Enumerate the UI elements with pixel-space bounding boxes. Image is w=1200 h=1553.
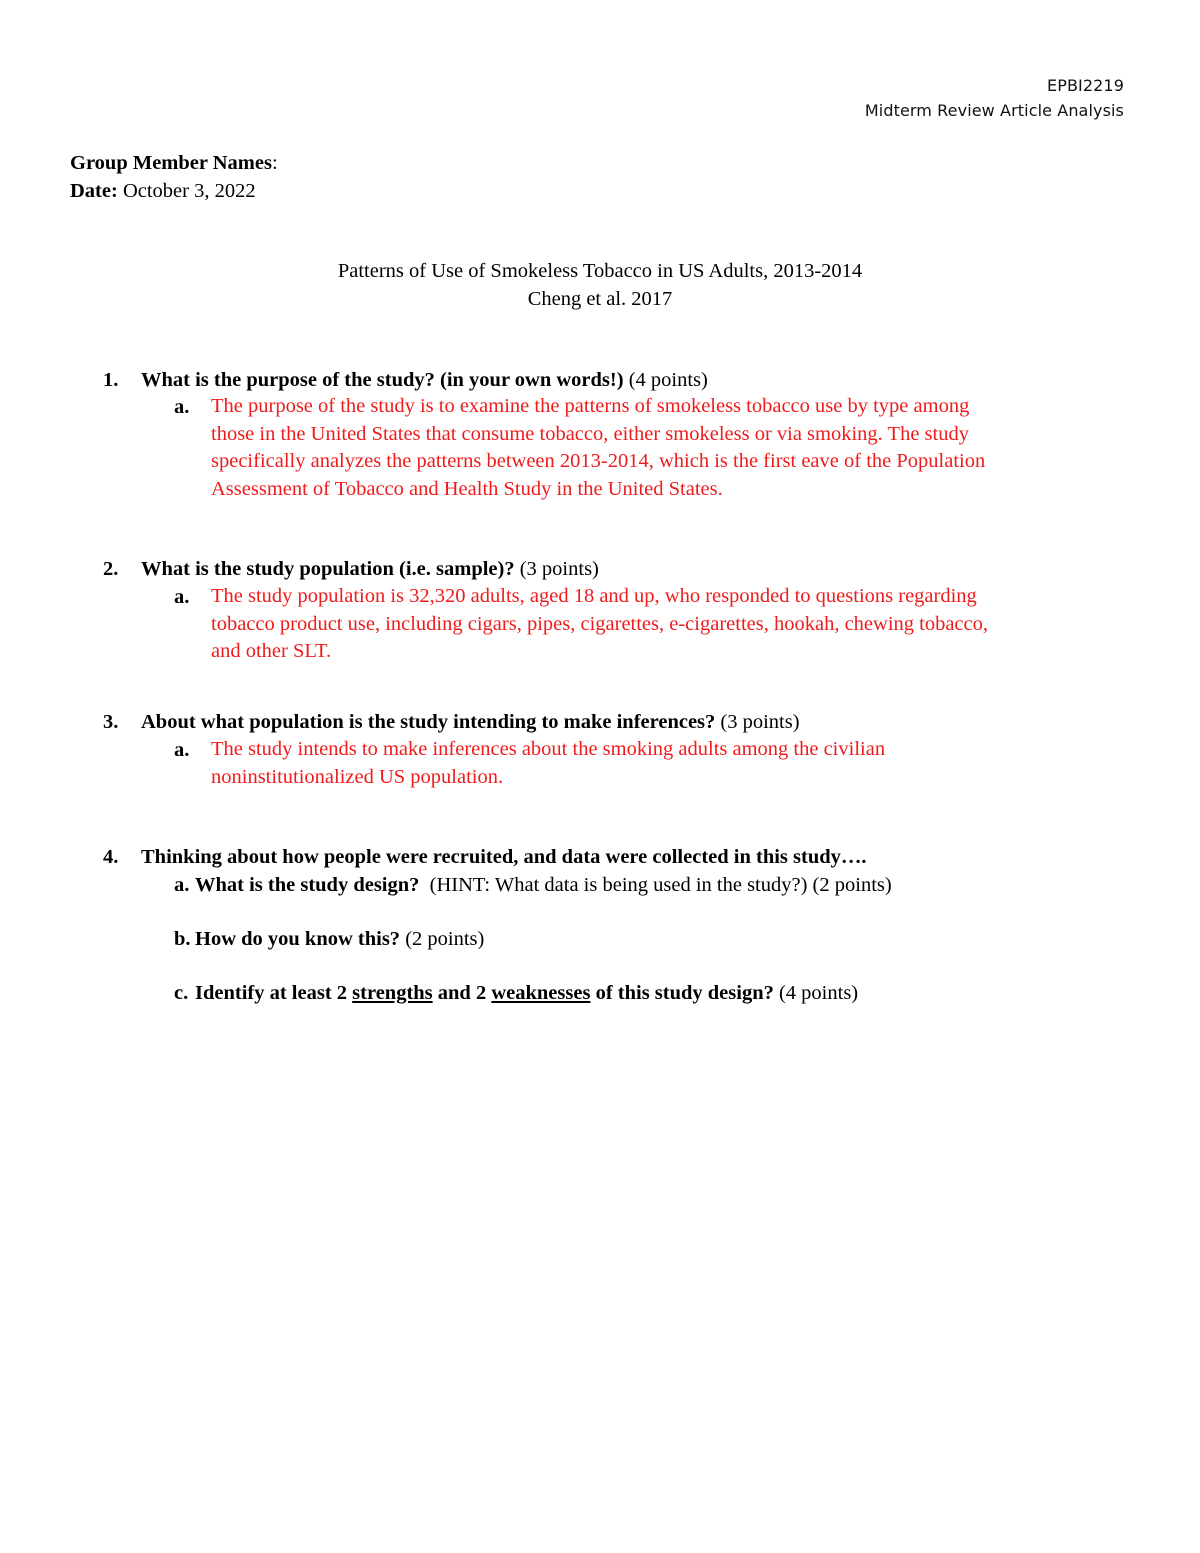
question-4b-prompt: How do you know this? (195, 928, 401, 950)
answer-3 (211, 736, 1151, 791)
answer-3-line: The study intends to make inferences about the smoking adults among the civilian (211, 738, 886, 760)
answer-1 (211, 393, 1151, 503)
question-4-prompt: Thinking about how people were recruited, and data were collected in this study…. (141, 846, 867, 868)
answer-1-line: The purpose of the study is to examine the patterns of smokeless tobacco use by type among (211, 395, 970, 417)
answer-1-line: Assessment of Tobacco and Health Study in the United States. (211, 477, 723, 500)
weaknesses-word: weaknesses (491, 982, 591, 1004)
strengths-word: strengths (352, 982, 433, 1004)
answer-3-label: a. (174, 739, 190, 761)
answer-1-line: specifically analyzes the patterns between 2013-2014, which is the first eave of the Population (211, 450, 986, 472)
question-4c-points: (4 points) (773, 982, 859, 1004)
date-value: October 3, 2022 (117, 180, 256, 202)
question-3-number: 3. (103, 711, 119, 733)
answer-3-line: noninstitutionalized US population. (211, 765, 504, 788)
question-1-number: 1. (103, 369, 119, 391)
question-3-prompt: About what population is the study intending to make inferences? (141, 711, 716, 733)
question-3 (141, 711, 800, 734)
question-4b (195, 928, 484, 951)
document-subtitle: Midterm Review Article Analysis (864, 101, 1124, 120)
question-4c-prompt-pre: Identify at least 2 (195, 982, 353, 1004)
question-2 (141, 558, 599, 581)
question-4a-prompt: What is the study design? (195, 874, 420, 896)
question-2-number: 2. (103, 558, 119, 580)
answer-2 (211, 583, 1151, 666)
group-members-line (70, 152, 278, 175)
question-4a (195, 874, 892, 897)
group-members-label: Group Member Names (70, 152, 272, 174)
answer-2-line: tobacco product use, including cigars, pipes, cigarettes, e-cigarettes, hookah, chewing tobacco, (211, 612, 989, 635)
date-line (70, 180, 256, 203)
question-1-prompt: What is the purpose of the study? (in your own words!) (141, 369, 624, 391)
question-4a-label: a. (174, 874, 190, 896)
group-members-colon: : (271, 152, 278, 174)
article-citation: Cheng et al. 2017 (527, 288, 673, 310)
question-2-points: (3 points) (514, 558, 599, 580)
answer-1-line: those in the United States that consume tobacco, either smokeless or via smoking. The study (211, 422, 969, 445)
question-4c-prompt-post: of this study design? (590, 982, 774, 1004)
question-4c-label: c. (174, 982, 189, 1004)
answer-1-label: a. (174, 396, 190, 418)
answer-2-line: and other SLT. (211, 640, 332, 662)
question-4b-points: (2 points) (400, 928, 485, 950)
question-1-points: (4 points) (623, 369, 708, 391)
question-4c (195, 982, 858, 1005)
question-4a-hint: (HINT: What data is being used in the study?) (2 points) (419, 874, 892, 896)
date-label: Date: (70, 180, 118, 202)
article-title: Patterns of Use of Smokeless Tobacco in US Adults, 2013-2014 (337, 260, 863, 282)
question-4-number: 4. (103, 846, 119, 868)
question-2-prompt: What is the study population (i.e. sample)? (141, 558, 515, 580)
question-3-points: (3 points) (715, 711, 800, 733)
question-4c-prompt-mid: and 2 (432, 982, 492, 1004)
answer-2-line: The study population is 32,320 adults, aged 18 and up, who responded to questions regarding (211, 585, 977, 607)
question-1 (141, 369, 708, 392)
answer-2-label: a. (174, 586, 190, 608)
question-4b-label: b. (174, 928, 191, 950)
course-code: EPBI2219 (1047, 76, 1124, 95)
